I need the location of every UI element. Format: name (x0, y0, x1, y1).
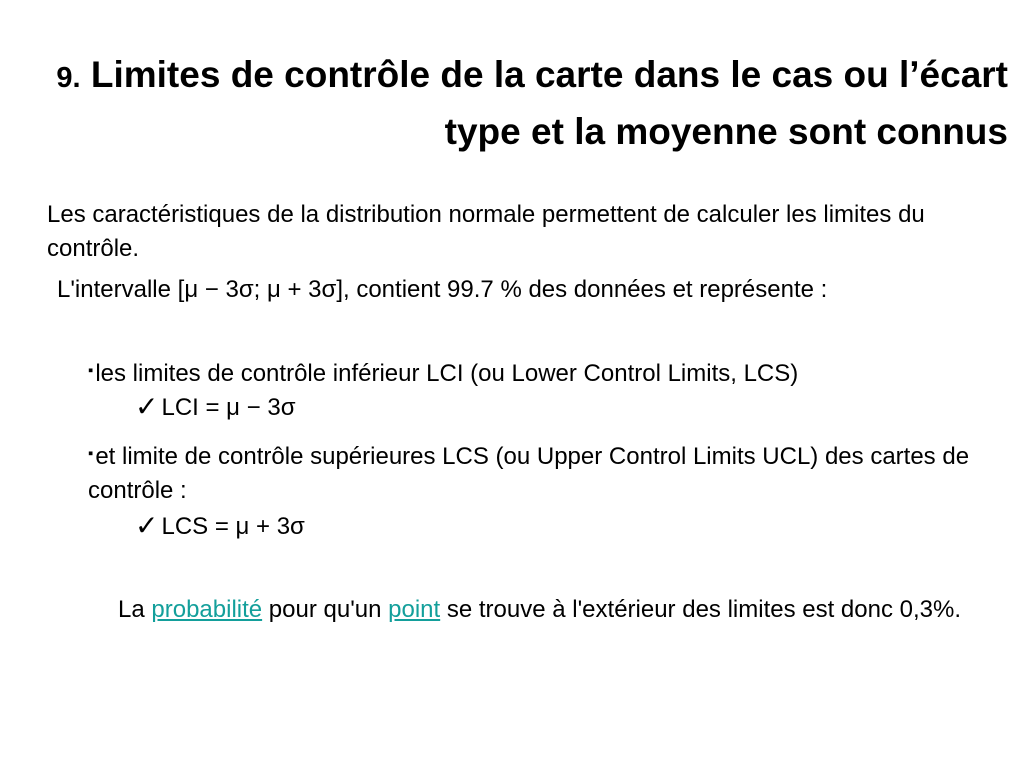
formula-lcs-text: LCS = μ + 3σ (161, 513, 305, 540)
intro-paragraph: Les caractéristiques de la distribution normale permettent de calculer les limites du contrôle. (47, 201, 925, 262)
probabilite-link[interactable]: probabilité (151, 596, 263, 623)
bullet-upper-limit-text: et limite de contrôle supérieures LCS (ou Upper Control Limits UCL) des cartes de contrôle : (88, 443, 970, 504)
point-link[interactable]: point (388, 596, 441, 623)
square-bullet-icon: ▪ (88, 362, 94, 379)
title-number: 9. (56, 62, 81, 94)
checkmark-icon: ✓ (135, 510, 159, 541)
probability-text-middle: pour qu'un (262, 596, 389, 623)
formula-lcs (135, 509, 305, 544)
interval-paragraph: L'intervalle [μ − 3σ; μ + 3σ], contient 99.7 % des données et représente : (57, 276, 828, 303)
bullet-lower-limit-text: les limites de contrôle inférieur LCI (ou Lower Control Limits, LCS) (95, 360, 799, 387)
slide-title (28, 48, 1008, 159)
bullet-upper-limit (88, 437, 1018, 508)
probability-text-before: La (118, 596, 152, 623)
bullet-lower-limit (88, 354, 798, 391)
formula-lci-text: LCI = μ − 3σ (161, 394, 296, 421)
formula-lci (135, 390, 296, 425)
square-bullet-icon: ▪ (88, 445, 94, 462)
probability-text-after: se trouve à l'extérieur des limites est donc 0,3%. (440, 596, 962, 623)
title-text: Limites de contrôle de la carte dans le cas ou l’écart type et la moyenne sont connus (90, 54, 1008, 152)
checkmark-icon: ✓ (135, 391, 159, 422)
probability-paragraph (88, 593, 988, 627)
